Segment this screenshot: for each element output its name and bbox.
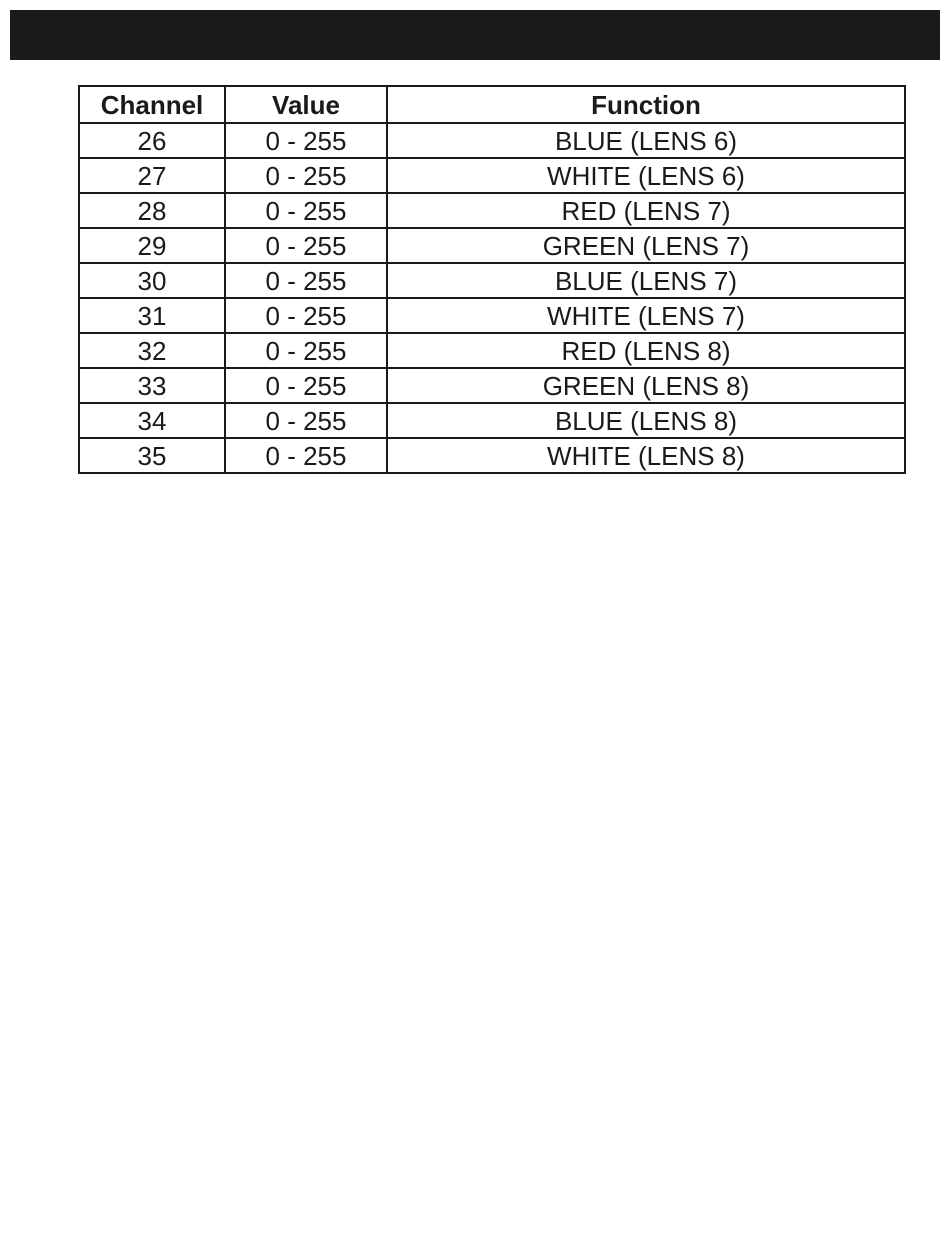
cell-function: RED (LENS 8) [387, 333, 905, 368]
cell-function: GREEN (LENS 8) [387, 368, 905, 403]
column-header-function: Function [387, 86, 905, 123]
cell-value: 0 - 255 [225, 193, 387, 228]
cell-function: WHITE (LENS 8) [387, 438, 905, 473]
cell-value: 0 - 255 [225, 263, 387, 298]
cell-function: RED (LENS 7) [387, 193, 905, 228]
cell-value: 0 - 255 [225, 368, 387, 403]
column-header-channel: Channel [79, 86, 225, 123]
cell-value: 0 - 255 [225, 123, 387, 158]
table-row [79, 193, 905, 228]
cell-value: 0 - 255 [225, 298, 387, 333]
cell-channel: 27 [79, 158, 225, 193]
column-header-value: Value [225, 86, 387, 123]
cell-function: BLUE (LENS 7) [387, 263, 905, 298]
header-bar [10, 10, 940, 60]
cell-function: WHITE (LENS 6) [387, 158, 905, 193]
table-row [79, 263, 905, 298]
table-row [79, 123, 905, 158]
cell-function: BLUE (LENS 8) [387, 403, 905, 438]
cell-channel: 26 [79, 123, 225, 158]
cell-value: 0 - 255 [225, 158, 387, 193]
cell-channel: 29 [79, 228, 225, 263]
table-row [79, 368, 905, 403]
cell-value: 0 - 255 [225, 228, 387, 263]
table-row [79, 298, 905, 333]
table-row [79, 403, 905, 438]
cell-function: WHITE (LENS 7) [387, 298, 905, 333]
cell-channel: 35 [79, 438, 225, 473]
cell-value: 0 - 255 [225, 403, 387, 438]
cell-channel: 33 [79, 368, 225, 403]
cell-channel: 28 [79, 193, 225, 228]
cell-channel: 31 [79, 298, 225, 333]
cell-value: 0 - 255 [225, 438, 387, 473]
cell-function: BLUE (LENS 6) [387, 123, 905, 158]
table-body [79, 123, 905, 473]
cell-value: 0 - 255 [225, 333, 387, 368]
cell-channel: 32 [79, 333, 225, 368]
table-header-row [79, 86, 905, 123]
cell-function: GREEN (LENS 7) [387, 228, 905, 263]
cell-channel: 34 [79, 403, 225, 438]
table-row [79, 438, 905, 473]
table-row [79, 158, 905, 193]
table-row [79, 333, 905, 368]
cell-channel: 30 [79, 263, 225, 298]
table-row [79, 228, 905, 263]
dmx-channel-table [78, 85, 906, 474]
